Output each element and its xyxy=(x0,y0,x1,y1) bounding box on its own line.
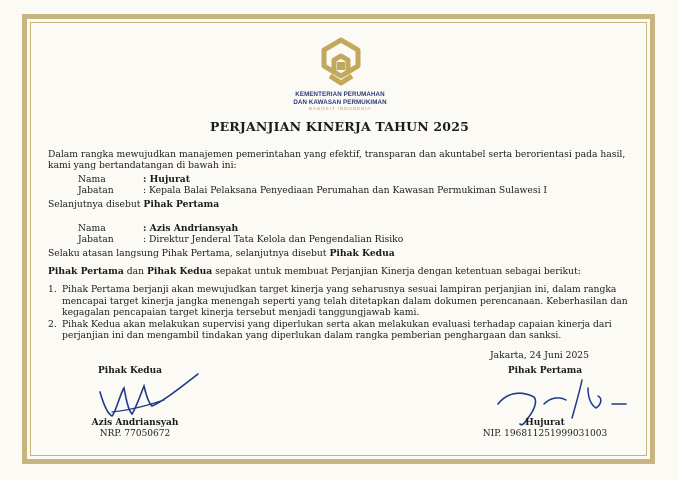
place-date: Jakarta, 24 Juni 2025 xyxy=(490,350,589,361)
left-signatory-title: Pihak Kedua xyxy=(98,366,162,376)
item-1-line-1: Pihak Pertama berjanji akan mewujudkan target kinerja yang seharusnya sesuai lampiran perjanjian ini, dalam rangka xyxy=(62,284,617,295)
org-line-2: DAN KAWASAN PERMUKIMAN xyxy=(293,98,387,106)
item-1-number: 1. xyxy=(48,284,57,295)
pihak-kedua-designation xyxy=(48,248,395,260)
pihak-kedua-nama: : Azis Andriansyah xyxy=(143,223,239,234)
designation-pihak-pertama: Pihak Pertama xyxy=(143,199,220,210)
right-signatory-name: Hujurat xyxy=(525,418,565,428)
left-signature-icon xyxy=(92,372,204,422)
item-2-number: 2. xyxy=(48,318,57,330)
intro-line-1: Dalam rangka mewujudkan manajemen pemerintahan yang efektif, transparan dan akuntabel serta berorientasi pada hasil, xyxy=(48,149,626,160)
agreement-rest: sepakat untuk membuat Perjanjian Kinerja dengan ketentuan sebagai berikut: xyxy=(212,266,581,277)
item-2-line-2: perjanjian ini dan mengambil tindakan yang diperlukan dalam rangka pemberian penghargaan dan sanksi. xyxy=(62,330,562,341)
left-signatory-name: Azis Andriansyah xyxy=(91,418,179,428)
agreement-and: dan xyxy=(123,266,147,277)
item-2-line-1: Pihak Kedua akan melakukan supervisi yang diperlukan serta akan melakukan evaluasi terhadap capaian kinerja dari xyxy=(62,318,612,330)
label-nama-2: Nama xyxy=(78,223,106,234)
org-tagline: BANGKIT INDONESIA xyxy=(308,107,372,112)
label-nama-1: Nama xyxy=(78,174,106,185)
label-jabatan-1: Jabatan xyxy=(78,185,114,196)
pihak-pertama-nama: : Hujurat xyxy=(143,174,190,185)
agreement-party-1: Pihak Pertama xyxy=(48,266,124,277)
right-signatory-id: NIP. 196811251999031003 xyxy=(482,429,608,439)
pihak-kedua-jabatan: : Direktur Jenderal Tata Kelola dan Pengendalian Risiko xyxy=(143,234,404,245)
right-signatory-title: Pihak Pertama xyxy=(507,366,583,376)
org-line-1: KEMENTERIAN PERUMAHAN xyxy=(295,91,385,98)
item-1-line-2: mencapai target kinerja jangka menengah seperti yang telah ditetapkan dalam dokumen perencanaan. Keberhasilan dan xyxy=(62,295,628,307)
organization-name xyxy=(260,91,420,114)
ministry-logo-icon xyxy=(318,36,364,88)
designation-pihak-kedua: Pihak Kedua xyxy=(329,248,395,259)
designation-prefix-1: Selanjutnya disebut xyxy=(48,199,144,210)
intro-line-2: kami yang bertandatangan di bawah ini: xyxy=(48,160,237,171)
agreement-party-2: Pihak Kedua xyxy=(146,266,213,277)
label-jabatan-2: Jabatan xyxy=(78,234,114,245)
document-title: PERJANJIAN KINERJA TAHUN 2025 xyxy=(209,119,469,134)
pihak-pertama-jabatan: : Kepala Balai Pelaksana Penyediaan Perumahan dan Kawasan Permukiman Sulawesi I xyxy=(143,185,548,196)
item-1-line-3: kegagalan pencapaian target kinerja tersebut menjadi tanggungjawab kami. xyxy=(62,307,420,318)
agreement-statement xyxy=(48,266,581,278)
left-signatory-id: NRP. 77050672 xyxy=(99,429,171,439)
pihak-pertama-designation xyxy=(48,199,219,211)
designation-prefix-2: Selaku atasan langsung Pihak Pertama, selanjutnya disebut xyxy=(48,248,330,259)
